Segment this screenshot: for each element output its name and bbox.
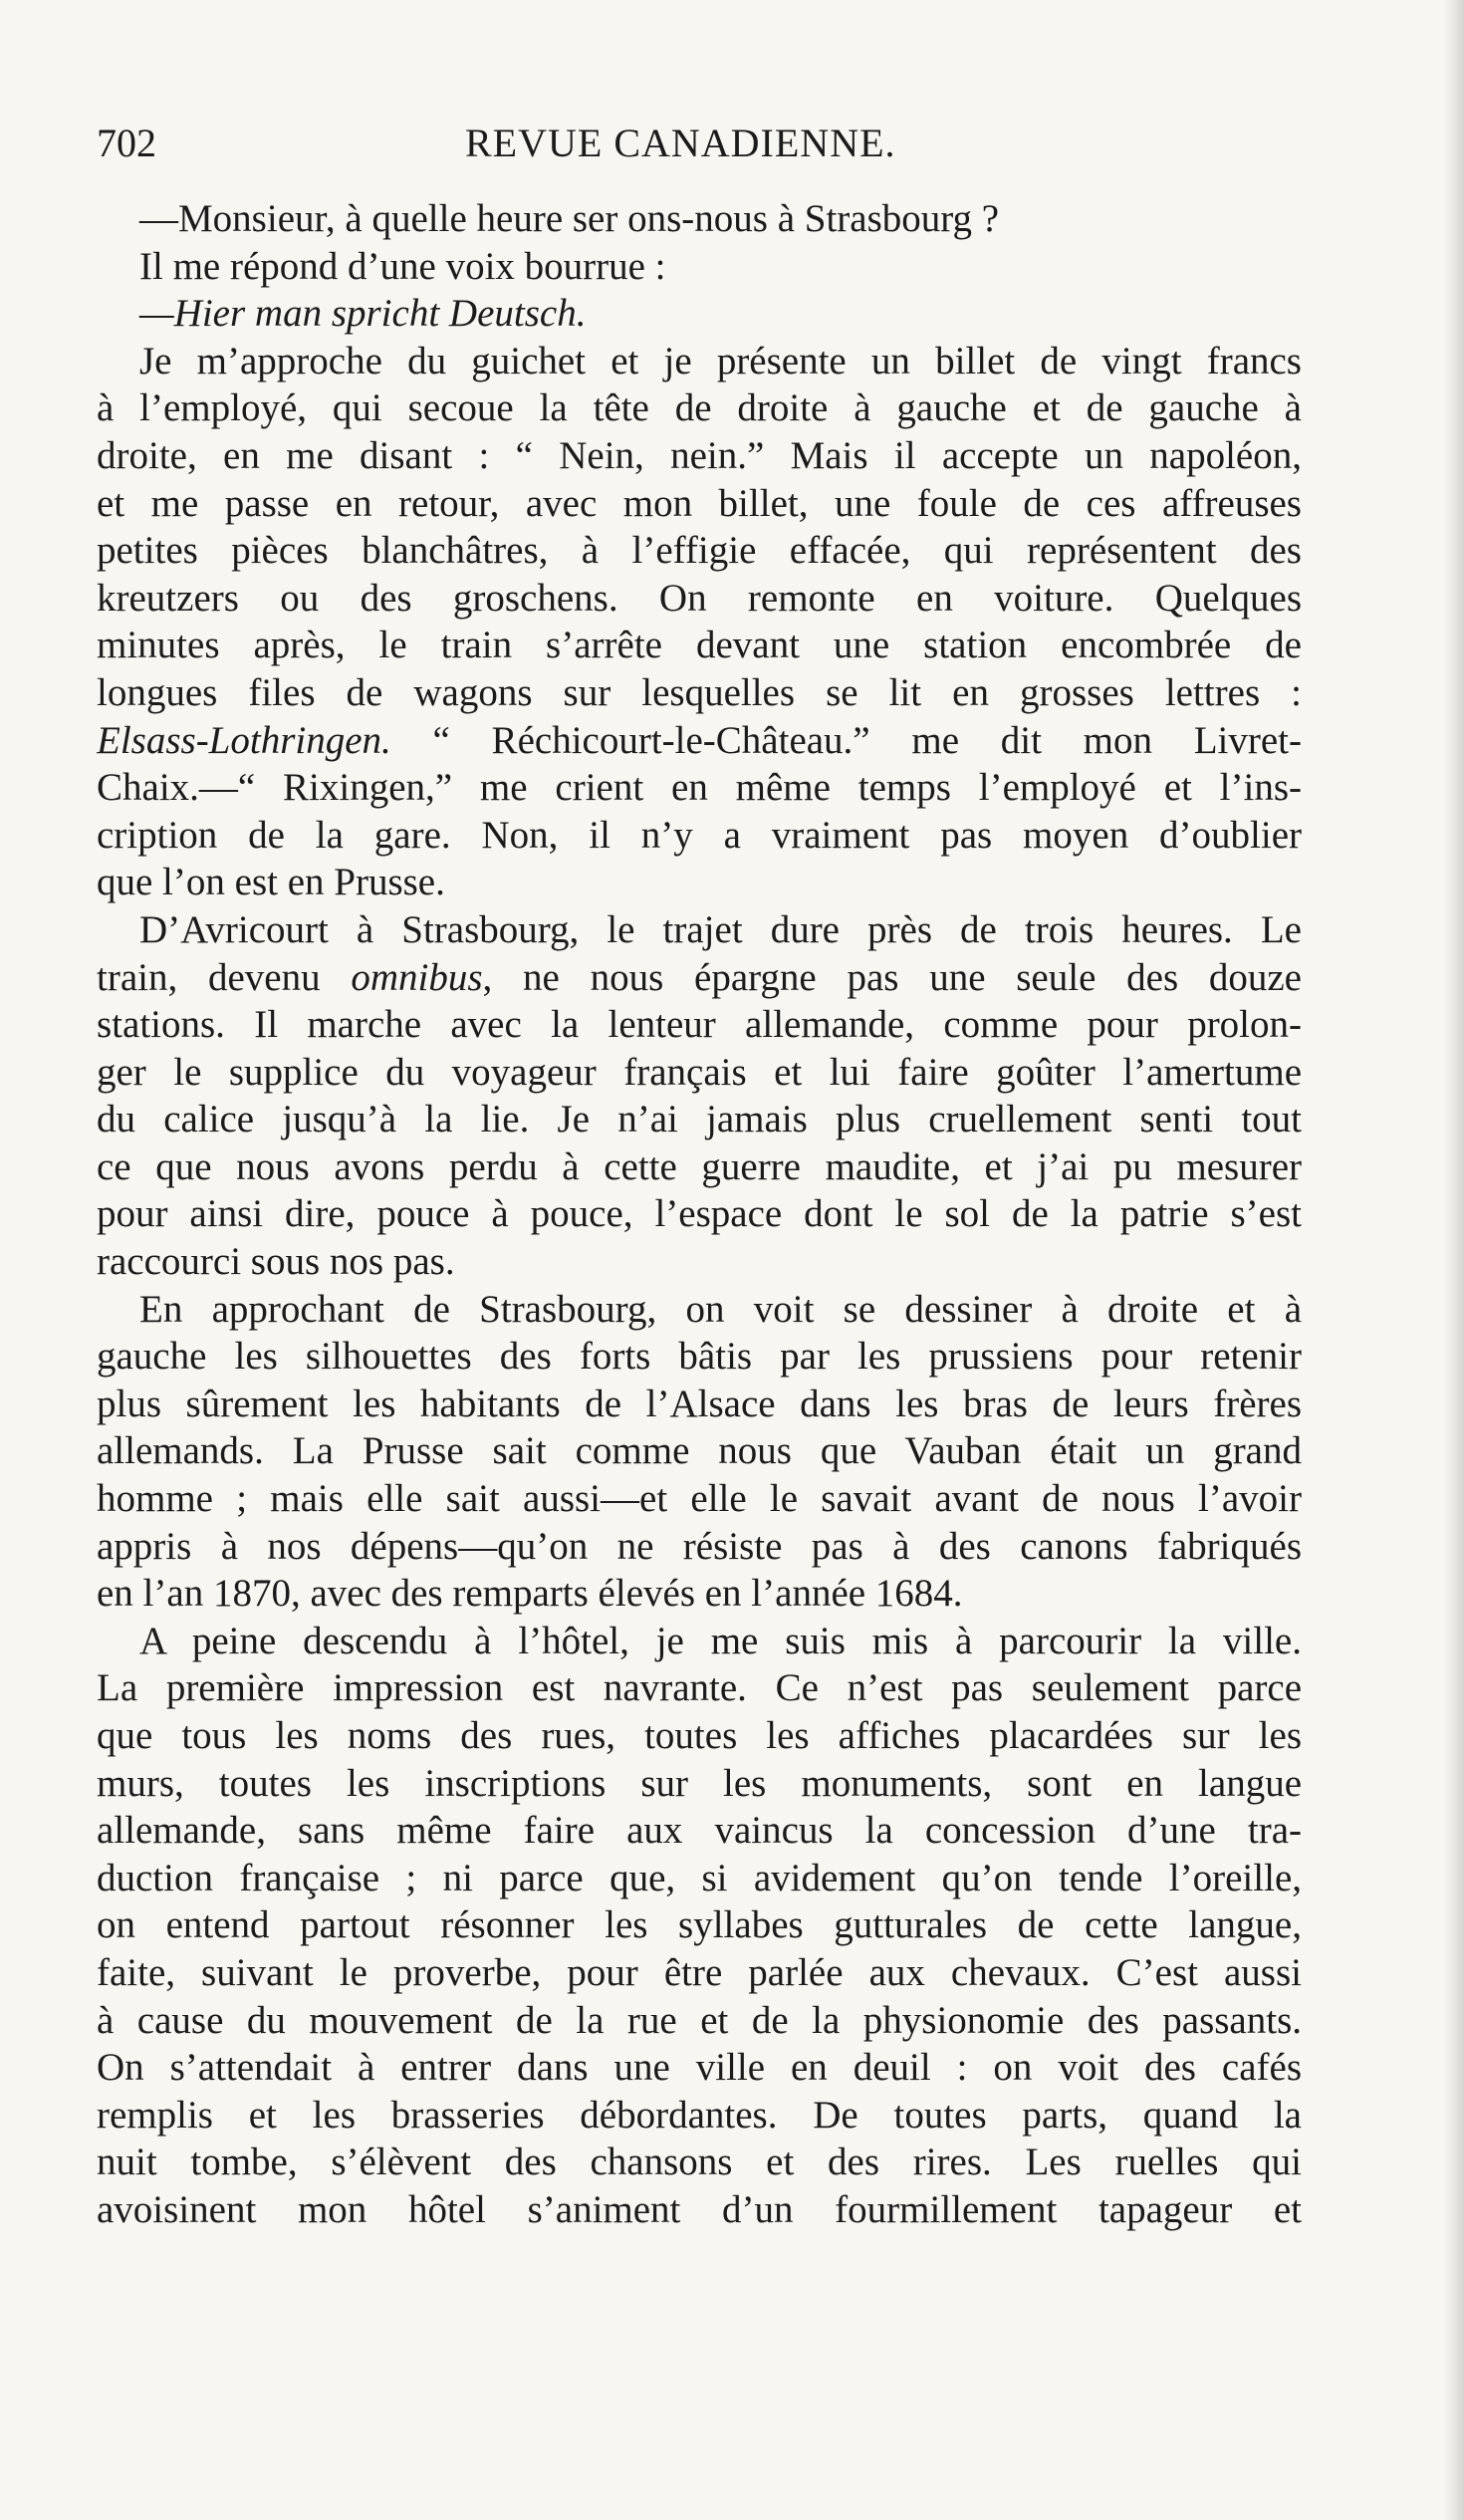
text-line: et me passe en retour, avec mon billet, une foule de ces affreuses	[97, 481, 1302, 525]
text-line: Chaix.—“ Rixingen,” me crient en même temps l’employé et l’ins-	[97, 766, 1302, 810]
text-line: En approchant de Strasbourg, on voit se dessiner à droite et à	[139, 1287, 1302, 1331]
italic-word: Elsass-Lothringen.	[97, 718, 391, 762]
text-line: appris à nos dépens—qu’on ne résiste pas à des canons fabriqués	[97, 1524, 1302, 1568]
text-line: train, devenu omnibus, ne nous épargne pas une seule des douze	[97, 955, 1302, 999]
text-line: remplis et les brasseries débordantes. De toutes parts, quand la	[97, 2093, 1302, 2137]
running-title: REVUE CANADIENNE.	[465, 121, 896, 165]
text-line: en l’an 1870, avec des remparts élevés en l’année 1684.	[97, 1572, 963, 1616]
text-line: raccourci sous nos pas.	[97, 1240, 455, 1284]
italic-word: omnibus	[351, 955, 483, 999]
text-line: on entend partout résonner les syllabes gutturales de cette langue,	[97, 1903, 1302, 1947]
text-line: A peine descendu à l’hôtel, je me suis mis à parcourir la ville.	[139, 1619, 1302, 1662]
text-line: à l’employé, qui secoue la tête de droite à gauche et de gauche à	[97, 386, 1302, 430]
text-line: que l’on est en Prusse.	[97, 861, 445, 904]
text-line: faite, suivant le proverbe, pour être parlée aux chevaux. C’est aussi	[97, 1950, 1302, 1994]
text-line: droite, en me disant : “ Nein, nein.” Mais il accepte un napoléon,	[97, 433, 1302, 477]
text-line: nuit tombe, s’élèvent des chansons et des rires. Les ruelles qui	[97, 2141, 1302, 2184]
text-line: petites pièces blanchâtres, à l’effigie effacée, qui représentent des	[97, 529, 1302, 573]
article-body	[97, 195, 1302, 2234]
text-line: La première impression est navrante. Ce n’est pas seulement parce	[97, 1666, 1302, 1710]
text-line: kreutzers ou des groschens. On remonte en voiture. Quelques	[97, 576, 1302, 620]
text-line: que tous les noms des rues, toutes les affiches placardées sur les	[97, 1714, 1302, 1757]
text-line: gauche les silhouettes des forts bâtis par les prussiens pour retenir	[97, 1335, 1302, 1379]
text-line: minutes après, le train s’arrête devant une station encombrée de	[97, 624, 1302, 667]
text-line: stations. Il marche avec la lenteur allemande, comme pour prolon-	[97, 1003, 1302, 1047]
text-line: pour ainsi dire, pouce à pouce, l’espace dont le sol de la patrie s’est	[97, 1192, 1302, 1236]
text-line: D’Avricourt à Strasbourg, le trajet dure près de trois heures. Le	[139, 907, 1302, 951]
text-line: plus sûrement les habitants de l’Alsace dans les bras de leurs frères	[97, 1382, 1302, 1425]
page-edge-shadow	[1442, 0, 1464, 2520]
text-line: Elsass-Lothringen. “ Réchicourt-le-Château.” me dit mon Livret-	[97, 718, 1302, 762]
text-line: du calice jusqu’à la lie. Je n’ai jamais plus cruellement senti tout	[97, 1098, 1302, 1141]
text-line: allemands. La Prusse sait comme nous que Vauban était un grand	[97, 1429, 1302, 1473]
text-line: Il me répond d’une voix bourrue :	[139, 244, 666, 288]
text-line: longues files de wagons sur lesquelles se lit en grosses lettres :	[97, 670, 1302, 714]
text-line: avoisinent mon hôtel s’animent d’un fourmillement tapageur et	[97, 2187, 1302, 2231]
page-header	[97, 116, 1302, 171]
text-line: duction française ; ni parce que, si avidement qu’on tende l’oreille,	[97, 1856, 1302, 1899]
text-line: On s’attendait à entrer dans une ville en deuil : on voit des cafés	[97, 2046, 1302, 2090]
text-line: cription de la gare. Non, il n’y a vraiment pas moyen d’oublier	[97, 813, 1302, 857]
page-number: 702	[97, 121, 156, 165]
text-line: homme ; mais elle sait aussi—et elle le savait avant de nous l’avoir	[97, 1477, 1302, 1521]
text-line: murs, toutes les inscriptions sur les monuments, sont en langue	[97, 1761, 1302, 1805]
text-line: ger le supplice du voyageur français et lui faire goûter l’amertume	[97, 1050, 1302, 1094]
text-line: à cause du mouvement de la rue et de la physionomie des passants.	[97, 1998, 1302, 2042]
text-line: —Monsieur, à quelle heure ser ons-nous à Strasbourg ?	[139, 197, 1000, 240]
text-line: —Hier man spricht Deutsch.	[139, 292, 587, 336]
text-line: allemande, sans même faire aux vaincus la concession d’une tra-	[97, 1809, 1302, 1853]
text-line: ce que nous avons perdu à cette guerre maudite, et j’ai pu mesurer	[97, 1144, 1302, 1188]
text-line: Je m’approche du guichet et je présente un billet de vingt francs	[139, 339, 1302, 382]
